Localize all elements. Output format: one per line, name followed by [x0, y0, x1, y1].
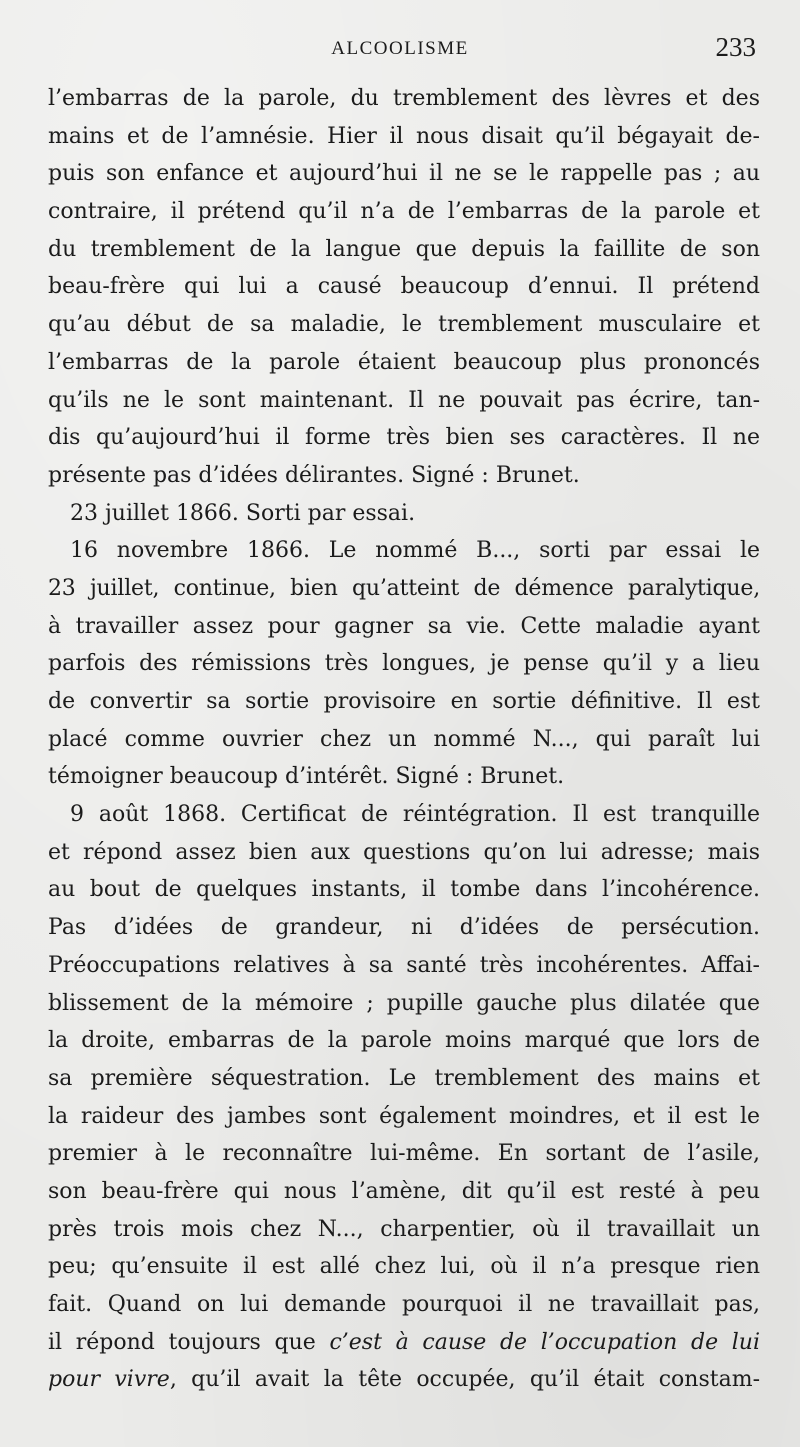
- text-line: parfois des rémissions très longues, je pense qu’il y a lieu: [48, 651, 760, 677]
- text-line: placé comme ouvrier chez un nommé N..., qui paraît lui: [48, 726, 760, 752]
- text-line: mains et de l’amnésie. Hier il nous disait qu’il bégayait de-: [48, 123, 760, 149]
- running-title: ALCOOLISME: [331, 38, 469, 59]
- text-line: présente pas d’idées délirantes. Signé : Brunet.: [48, 462, 580, 488]
- text-line: 23 juillet, continue, bien qu’atteint de démence paralytique,: [48, 575, 760, 601]
- text-line: 9 août 1868. Certificat de réintégration. Il est tranquille: [70, 802, 760, 828]
- text-line: et répond assez bien aux questions qu’on lui adresse; mais: [48, 839, 760, 865]
- text-line: à travailler assez pour gagner sa vie. Cette maladie ayant: [48, 613, 760, 639]
- text-line: 23 juillet 1866. Sorti par essai.: [70, 500, 416, 526]
- text-line: qu’au début de sa maladie, le tremblement musculaire et: [48, 312, 760, 338]
- text-line: blissement de la mémoire ; pupille gauche plus dilatée que: [48, 990, 760, 1016]
- text-line: de convertir sa sortie provisoire en sortie définitive. Il est: [48, 689, 760, 714]
- text-line: beau-frère qui lui a causé beaucoup d’ennui. Il prétend: [48, 274, 760, 300]
- text-line: sa première séquestration. Le tremblement des mains et: [48, 1065, 760, 1091]
- italic-quote: pour vivre: [48, 1367, 170, 1393]
- italic-quote: c’est à cause de l’occupation de lui: [329, 1329, 761, 1355]
- text-line: témoigner beaucoup d’intérêt. Signé : Brunet.: [48, 764, 565, 790]
- text-line: l’embarras de la parole étaient beaucoup plus prononcés: [48, 349, 760, 375]
- text-line: la droite, embarras de la parole moins marqué que lors de: [48, 1028, 760, 1054]
- page-header: [0, 34, 800, 66]
- text-line: premier à le reconnaître lui-même. En sortant de l’asile,: [48, 1141, 760, 1167]
- text-line: près trois mois chez N..., charpentier, où il travaillait un: [48, 1216, 760, 1242]
- text-line: du tremblement de la langue que depuis la faillite de son: [48, 236, 760, 262]
- text-line: Préoccupations relatives à sa santé très incohérentes. Affai-: [48, 952, 760, 978]
- page-number: 233: [715, 32, 756, 62]
- text-line: fait. Quand on lui demande pourquoi il ne travaillait pas,: [48, 1292, 760, 1317]
- text-line: Pas d’idées de grandeur, ni d’idées de persécution.: [48, 915, 760, 941]
- text-line: puis son enfance et aujourd’hui il ne se le rappelle pas ; au: [48, 161, 760, 187]
- text-line: qu’ils ne le sont maintenant. Il ne pouvait pas écrire, tan-: [48, 387, 760, 413]
- text-line: 16 novembre 1866. Le nommé B..., sorti par essai le: [70, 538, 760, 564]
- text-line: la raideur des jambes sont également moindres, et il est le: [48, 1103, 760, 1129]
- text-line: contraire, il prétend qu’il n’a de l’embarras de la parole et: [48, 199, 760, 225]
- text-line: au bout de quelques instants, il tombe dans l’incohérence.: [48, 877, 760, 903]
- text-line: [48, 1361, 760, 1399]
- text-line: peu; qu’ensuite il est allé chez lui, où il n’a presque rien: [48, 1254, 760, 1280]
- body-text: [48, 80, 760, 1399]
- text-line: l’embarras de la parole, du tremblement des lèvres et des: [48, 86, 760, 111]
- text-run: il répond toujours que: [48, 1329, 330, 1355]
- text-line: [48, 1324, 760, 1362]
- text-run: , qu’il avait la tête occupée, qu’il était constam-: [169, 1367, 761, 1393]
- text-line: son beau-frère qui nous l’amène, dit qu’il est resté à peu: [48, 1178, 760, 1204]
- text-line: dis qu’aujourd’hui il forme très bien ses caractères. Il ne: [48, 425, 760, 451]
